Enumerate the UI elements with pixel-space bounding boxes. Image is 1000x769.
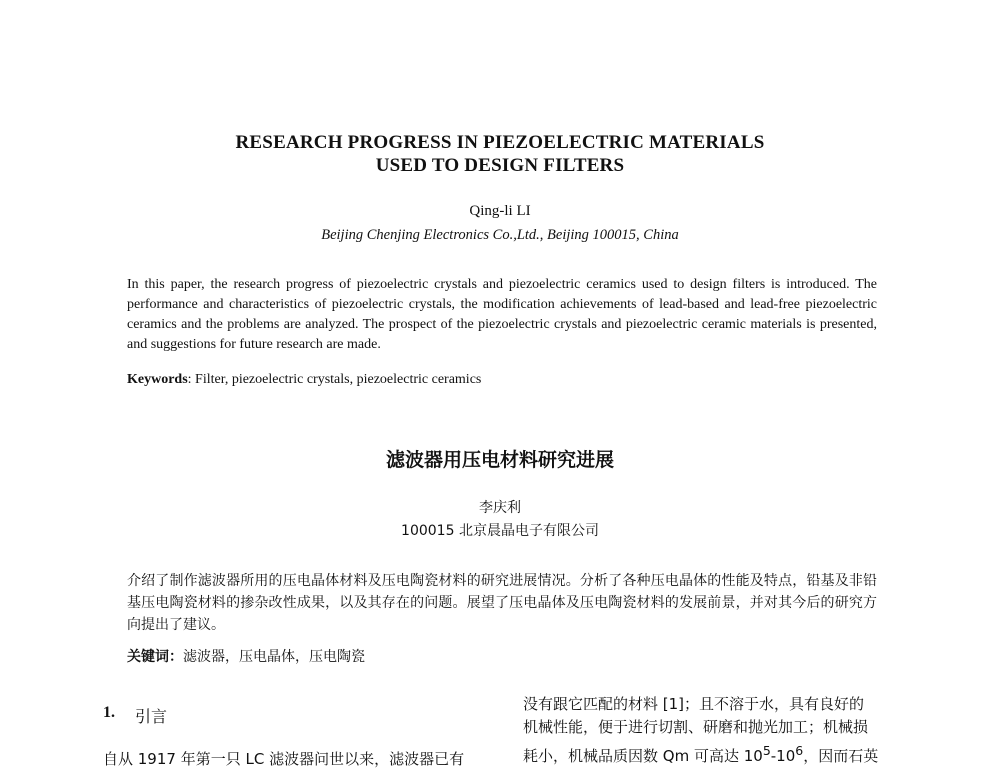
author-name: Qing-li LI: [469, 203, 531, 219]
right-column-line-1: 没有跟它匹配的材料 [1]；且不溶于水，具有良好的: [523, 695, 865, 713]
keywords-text-cn: 滤波器，压电晶体，压电陶瓷: [183, 649, 365, 665]
line3-superscript-1: 5: [762, 743, 771, 758]
keywords-label: Keywords: [127, 372, 188, 387]
keywords-cn: [127, 646, 365, 666]
keywords-label-cn: 关键词：: [127, 649, 183, 665]
right-column-line-2: 机械性能，便于进行切割、研磨和抛光加工；机械损: [523, 718, 869, 736]
paper-title-line-1: RESEARCH PROGRESS IN PIEZOELECTRIC MATERIALS: [235, 132, 765, 153]
right-column-text: [523, 693, 908, 768]
section-title: 引言: [135, 707, 168, 726]
line3-part-c: ，因而石英: [803, 747, 879, 765]
line3-superscript-2: 6: [795, 743, 804, 758]
line3-part-a: 耗小，机械品质因数 Qm 可高达 10: [523, 747, 763, 765]
author-name-cn: 李庆利: [479, 500, 521, 516]
left-column-text: 自从 1917 年第一只 LC 滤波器问世以来，滤波器已有: [103, 750, 465, 768]
keywords-text: : Filter, piezoelectric crystals, piezoelectric ceramics: [187, 372, 482, 387]
abstract-cn: 介绍了制作滤波器所用的压电晶体材料及压电陶瓷材料的研究进展情况。分析了各种压电晶体的性能及特点，铅基及非铅基压电陶瓷材料的掺杂改性成果，以及其存在的问题。展望了压电晶体及压电陶瓷材料的发展前景，并对其今后的研究方向提出了建议。: [127, 573, 877, 633]
right-column-line-3: [523, 739, 908, 768]
abstract-en: In this paper, the research progress of piezoelectric crystals and piezoelectric ceramics used to design filters is introduced. The performance and characteristics of piezoelectric crystals, the modification achievements of lead-based and lead-free piezoelectric ceramics and the problems are analyzed. The prospect of the piezoelectric crystals and piezoelectric ceramic materials is presented, and suggestions for future research are made.: [127, 277, 877, 352]
author-affiliation-cn: 100015 北京晨晶电子有限公司: [401, 523, 599, 539]
author-affiliation: Beijing Chenjing Electronics Co.,Ltd., Beijing 100015, China: [321, 227, 679, 243]
paper-title-cn: 滤波器用压电材料研究进展: [385, 449, 614, 471]
paper-title-line-2: USED TO DESIGN FILTERS: [375, 155, 625, 176]
line3-part-b: -10: [770, 747, 796, 765]
section-number: 1.: [103, 704, 115, 721]
keywords-en: [127, 372, 481, 388]
